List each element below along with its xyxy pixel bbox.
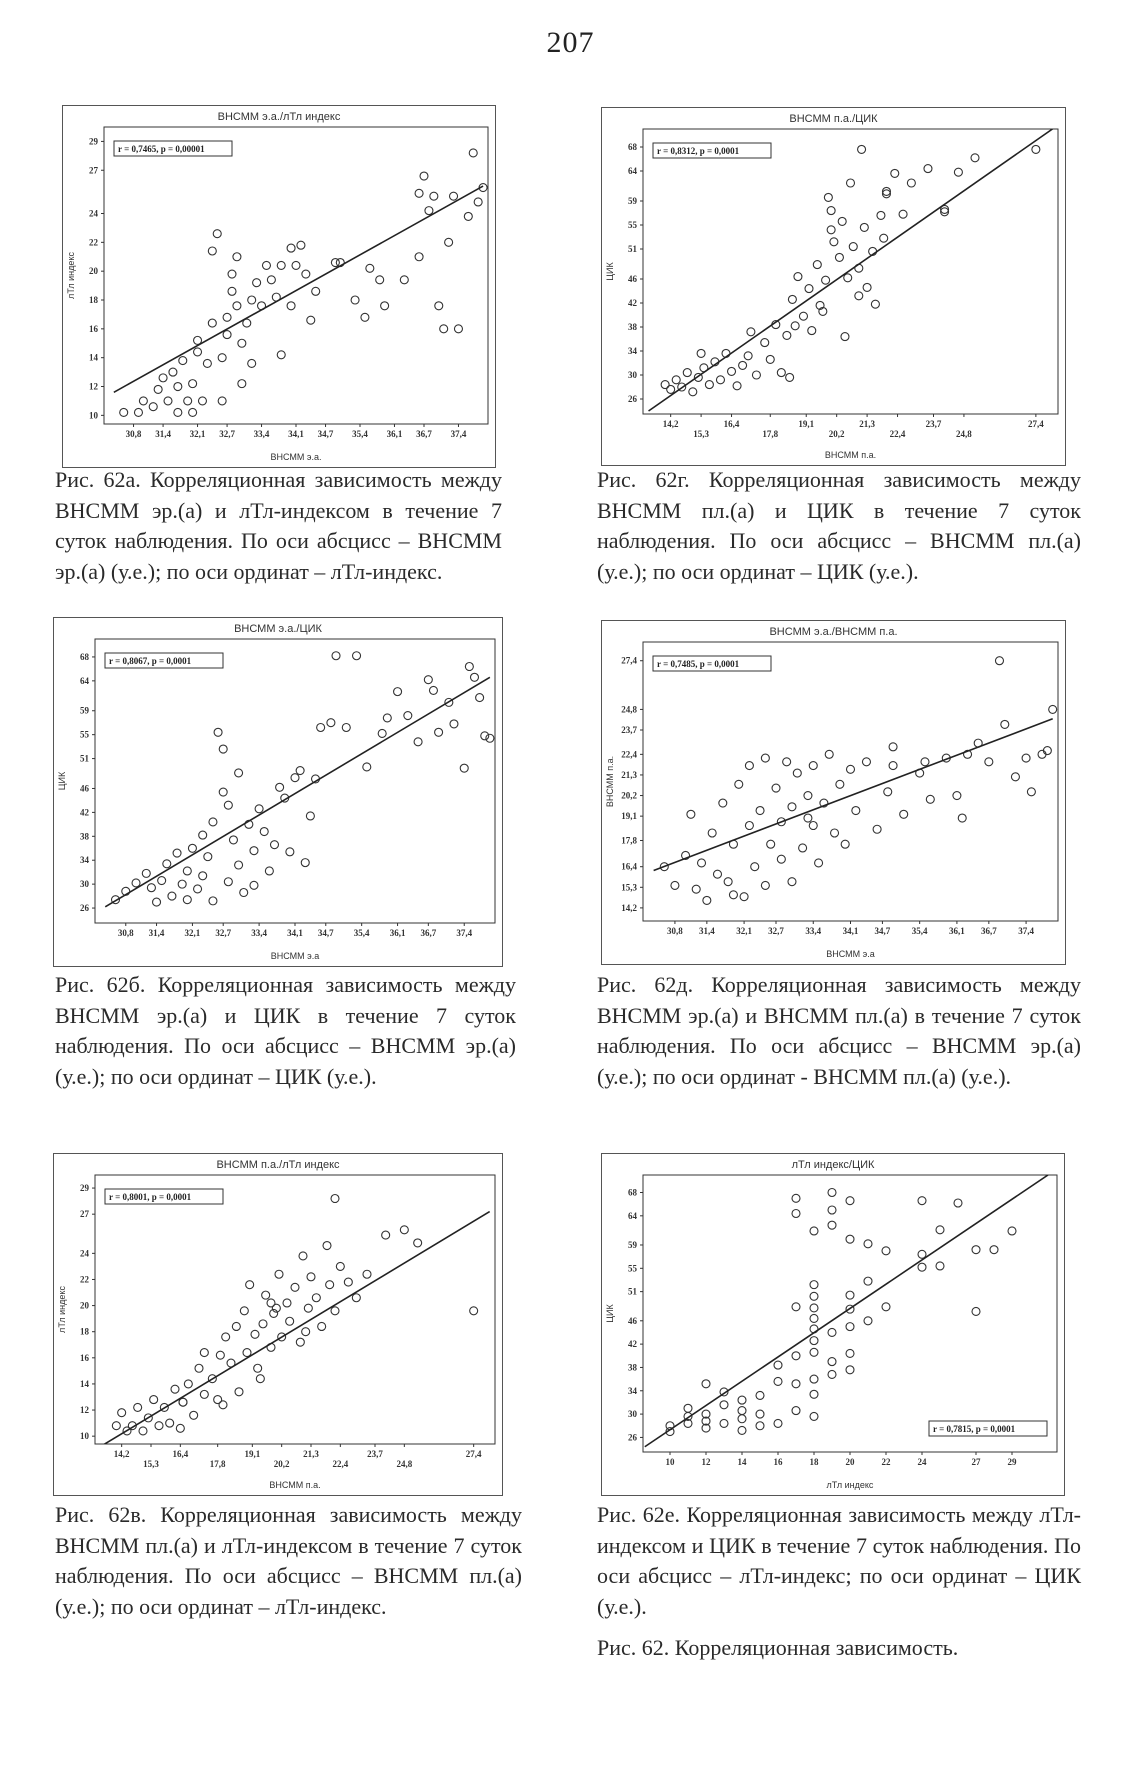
chart-62g [601,107,1066,466]
y-tick-label: 55 [628,220,637,230]
y-tick-label: 46 [80,783,89,794]
y-tick-label: 64 [628,166,637,176]
x-tick-label: 27,4 [1027,419,1044,429]
correlation-text: r = 0,7815, p = 0,0001 [933,1424,1016,1434]
caption-62a: Рис. 62а. Корреляционная зависимость между ВНСММ эр.(а) и лТл-индексом в течение 7 суток наблюдения. По оси абсцисс – ВНСММ эр.(а) (у.е.); по оси ординат – лТл-индекс. [55,467,502,584]
x-tick-label: 34,1 [288,429,304,439]
y-tick-label: 20,2 [621,790,637,801]
chart-62d [601,620,1066,965]
chart-title: ВНСММ э.а./лТл индекс [217,111,341,123]
x-tick-label: 36,1 [389,928,406,938]
figure-62d [601,620,1066,965]
y-tick-label: 30 [80,879,89,890]
x-tick-label: 34,7 [874,926,891,936]
y-tick-label: 42 [628,298,637,308]
chart-62e [601,1153,1065,1496]
y-tick-label: 20 [80,1300,89,1311]
chart-62b [53,617,503,967]
x-tick-label: 20,2 [273,1459,290,1469]
x-axis-label: ВНСММ п.а. [824,450,877,460]
figure-62b [53,617,503,967]
x-tick-label: 31,4 [698,926,715,936]
y-tick-label: 27 [89,165,98,176]
x-tick-label: 34,1 [287,928,303,938]
x-tick-label: 17,8 [209,1459,226,1469]
y-tick-label: 34 [628,1385,637,1396]
y-axis-label: ВНСММ п.а. [605,755,615,808]
y-tick-label: 15,3 [621,882,637,893]
chart-title: ВНСММ п.а./лТл индекс [216,1159,340,1171]
x-tick-label: 36,1 [949,926,965,936]
x-tick-label: 20 [845,1457,855,1467]
y-tick-label: 24 [89,208,98,219]
y-tick-label: 16 [89,323,98,334]
correlation-text: r = 0,8001, p = 0,0001 [109,1192,192,1202]
x-tick-label: 15,3 [693,429,709,439]
x-axis-label: ВНСММ э.а [270,951,320,961]
x-tick-label: 16 [773,1457,783,1467]
plot-area [95,639,495,923]
figure-62g [601,107,1066,466]
x-tick-label: 27 [971,1457,981,1467]
y-tick-label: 27,4 [621,655,637,666]
caption-62g: Рис. 62г. Корреляционная зависимость между ВНСММ пл.(а) и ЦИК в течение 7 суток наблюдения. По оси абсцисс – ВНСММ пл.(а) (у.е.); по оси ординат – ЦИК (у.е.). [597,467,1081,584]
y-tick-label: 27 [80,1209,89,1220]
x-tick-label: 22 [881,1457,891,1467]
y-tick-label: 29 [80,1183,89,1194]
x-tick-label: 10 [665,1457,675,1467]
y-tick-label: 26 [628,1432,637,1443]
y-tick-label: 34 [628,346,637,356]
y-tick-label: 10 [80,1431,89,1442]
y-tick-label: 10 [89,410,98,421]
y-tick-label: 16,4 [621,861,637,872]
x-tick-label: 17,8 [762,429,779,439]
y-axis-label: ЦИК [605,1304,615,1323]
correlation-text: r = 0,8067, p = 0,0001 [109,656,192,666]
chart-title: лТл индекс/ЦИК [791,1159,875,1171]
x-tick-label: 15,3 [143,1459,159,1469]
x-tick-label: 29 [1007,1457,1017,1467]
x-tick-label: 35,4 [352,429,368,439]
y-tick-label: 30 [628,1409,637,1420]
page-number: 207 [546,26,595,59]
caption-62e: Рис. 62е. Корреляционная зависимость между лТл-индексом и ЦИК в течение 7 суток наблюдения. По оси абсцисс – лТл-индекс; по оси ординат – ЦИК (у.е.). [597,1502,1081,1619]
y-axis-label: ЦИК [605,262,615,281]
x-tick-label: 14,2 [662,419,679,429]
y-tick-label: 30 [628,370,637,380]
figure-62e [601,1153,1065,1496]
correlation-text: r = 0,7485, p = 0,0001 [657,659,740,669]
y-tick-label: 18 [80,1326,89,1337]
y-axis-label: ЦИК [57,771,67,791]
y-axis-label: лТл индекс [57,1286,67,1333]
y-tick-label: 51 [628,1286,637,1297]
x-tick-label: 20,2 [828,429,845,439]
y-tick-label: 59 [80,705,89,716]
y-tick-label: 24 [80,1248,89,1259]
chart-title: ВНСММ э.а./ВНСММ п.а. [769,626,898,638]
x-tick-label: 36,7 [420,928,437,938]
x-tick-label: 22,4 [332,1459,349,1469]
y-axis-label: лТл индекс [66,252,76,299]
x-tick-label: 23,7 [925,419,942,429]
x-tick-label: 14 [737,1457,747,1467]
x-tick-label: 30,8 [125,429,142,439]
x-tick-label: 36,7 [980,926,997,936]
x-tick-label: 30,8 [667,926,683,936]
y-tick-label: 38 [80,831,89,842]
x-tick-label: 27,4 [465,1449,482,1459]
chart-title: ВНСММ э.а./ЦИК [234,623,322,635]
figure-62-caption: Рис. 62. Корреляционная зависимость. [597,1635,959,1660]
y-tick-label: 12 [89,381,98,392]
x-axis-label: лТл индекс [826,1480,874,1490]
correlation-text: r = 0,8312, p = 0,0001 [657,146,740,156]
y-tick-label: 59 [628,196,637,206]
x-tick-label: 34,7 [317,429,334,439]
x-tick-label: 32,7 [215,928,232,938]
caption-62v: Рис. 62в. Корреляционная зависимость между ВНСММ пл.(а) и лТл-индексом в течение 7 суток наблюдения. По оси абсцисс – ВНСММ пл.(а) (у.е.); по оси ординат – лТл-индекс. [55,1502,522,1619]
x-tick-label: 14,2 [113,1449,130,1459]
x-tick-label: 21,3 [303,1449,319,1459]
y-tick-label: 18 [89,295,98,306]
y-tick-label: 12 [80,1405,89,1416]
x-tick-label: 16,4 [723,419,740,429]
y-tick-label: 38 [628,1362,637,1373]
y-tick-label: 17,8 [621,835,637,846]
x-tick-label: 22,4 [889,429,906,439]
x-axis-label: ВНСММ э.а. [270,452,322,462]
correlation-text: r = 0,7465, p = 0,00001 [118,144,205,154]
x-tick-label: 37,4 [450,429,467,439]
y-tick-label: 23,7 [621,725,637,736]
x-tick-label: 35,4 [353,928,370,938]
figure-62a [62,105,496,468]
x-tick-label: 32,1 [189,429,206,439]
y-tick-label: 24,8 [621,704,637,715]
y-tick-label: 64 [628,1210,637,1221]
x-tick-label: 30,8 [117,928,134,938]
y-tick-label: 29 [89,136,98,147]
x-tick-label: 31,4 [155,429,171,439]
y-tick-label: 16 [80,1352,89,1363]
y-tick-label: 68 [80,651,89,662]
y-tick-label: 55 [628,1263,637,1274]
x-tick-label: 33,4 [805,926,822,936]
x-tick-label: 32,7 [768,926,784,936]
y-tick-label: 21,3 [621,769,637,780]
x-tick-label: 36,7 [416,429,432,439]
chart-title: ВНСММ п.а./ЦИК [789,113,878,125]
y-tick-label: 46 [628,1315,637,1326]
x-tick-label: 34,7 [317,928,334,938]
x-axis-label: ВНСММ п.а. [269,1480,321,1490]
x-tick-label: 37,4 [1018,926,1034,936]
figure-62v [53,1153,503,1496]
x-tick-label: 24,8 [956,429,972,439]
x-tick-label: 12 [701,1457,711,1467]
x-tick-label: 23,7 [367,1449,383,1459]
plot-area [104,127,488,424]
y-tick-label: 68 [628,1187,637,1198]
y-tick-label: 64 [80,675,89,686]
x-tick-label: 36,1 [386,429,403,439]
x-tick-label: 32,7 [219,429,235,439]
chart-62a [62,105,496,468]
y-tick-label: 22,4 [621,749,637,760]
y-tick-label: 26 [628,394,637,404]
y-tick-label: 68 [628,142,637,152]
y-tick-label: 22 [80,1274,89,1285]
y-tick-label: 19,1 [621,811,637,822]
x-tick-label: 18 [809,1457,819,1467]
x-tick-label: 19,1 [244,1449,261,1459]
y-tick-label: 22 [89,237,98,248]
x-axis-label: ВНСММ э.а [826,949,875,959]
y-tick-label: 51 [80,753,89,764]
chart-62v [53,1153,503,1496]
y-tick-label: 46 [628,274,637,284]
y-tick-label: 59 [628,1239,637,1250]
y-tick-label: 14 [80,1378,89,1389]
y-tick-label: 55 [80,729,89,740]
y-tick-label: 42 [80,807,89,818]
x-tick-label: 34,1 [842,926,859,936]
plot-area [643,642,1058,921]
x-tick-label: 32,1 [736,926,752,936]
y-tick-label: 14 [89,352,98,363]
x-tick-label: 33,4 [251,928,267,938]
y-tick-label: 34 [80,855,89,866]
x-tick-label: 37,4 [456,928,473,938]
x-tick-label: 32,1 [184,928,201,938]
y-tick-label: 14,2 [621,902,637,913]
x-tick-label: 24 [917,1457,927,1467]
caption-62d: Рис. 62д. Корреляционная зависимость между ВНСММ эр.(а) и ВНСММ пл.(а) в течение 7 суток наблюдения. По оси абсцисс – ВНСММ эр.(а) (у.е.); по оси ординат - ВНСММ пл.(а) (у.е.). [597,972,1081,1089]
y-tick-label: 51 [628,244,637,254]
x-tick-label: 24,8 [396,1459,413,1469]
y-tick-label: 38 [628,322,637,332]
y-tick-label: 20 [89,266,98,277]
x-tick-label: 33,4 [253,429,270,439]
caption-62b: Рис. 62б. Корреляционная зависимость между ВНСММ эр.(а) и ЦИК в течение 7 суток наблюдения. По оси абсцисс – ВНСММ эр.(а) (у.е.); по оси ординат – ЦИК (у.е.). [55,972,516,1089]
y-tick-label: 26 [80,903,89,914]
x-tick-label: 19,1 [798,419,815,429]
y-tick-label: 42 [628,1339,637,1350]
x-tick-label: 35,4 [911,926,928,936]
x-tick-label: 16,4 [172,1449,189,1459]
x-tick-label: 31,4 [148,928,165,938]
x-tick-label: 21,3 [859,419,875,429]
